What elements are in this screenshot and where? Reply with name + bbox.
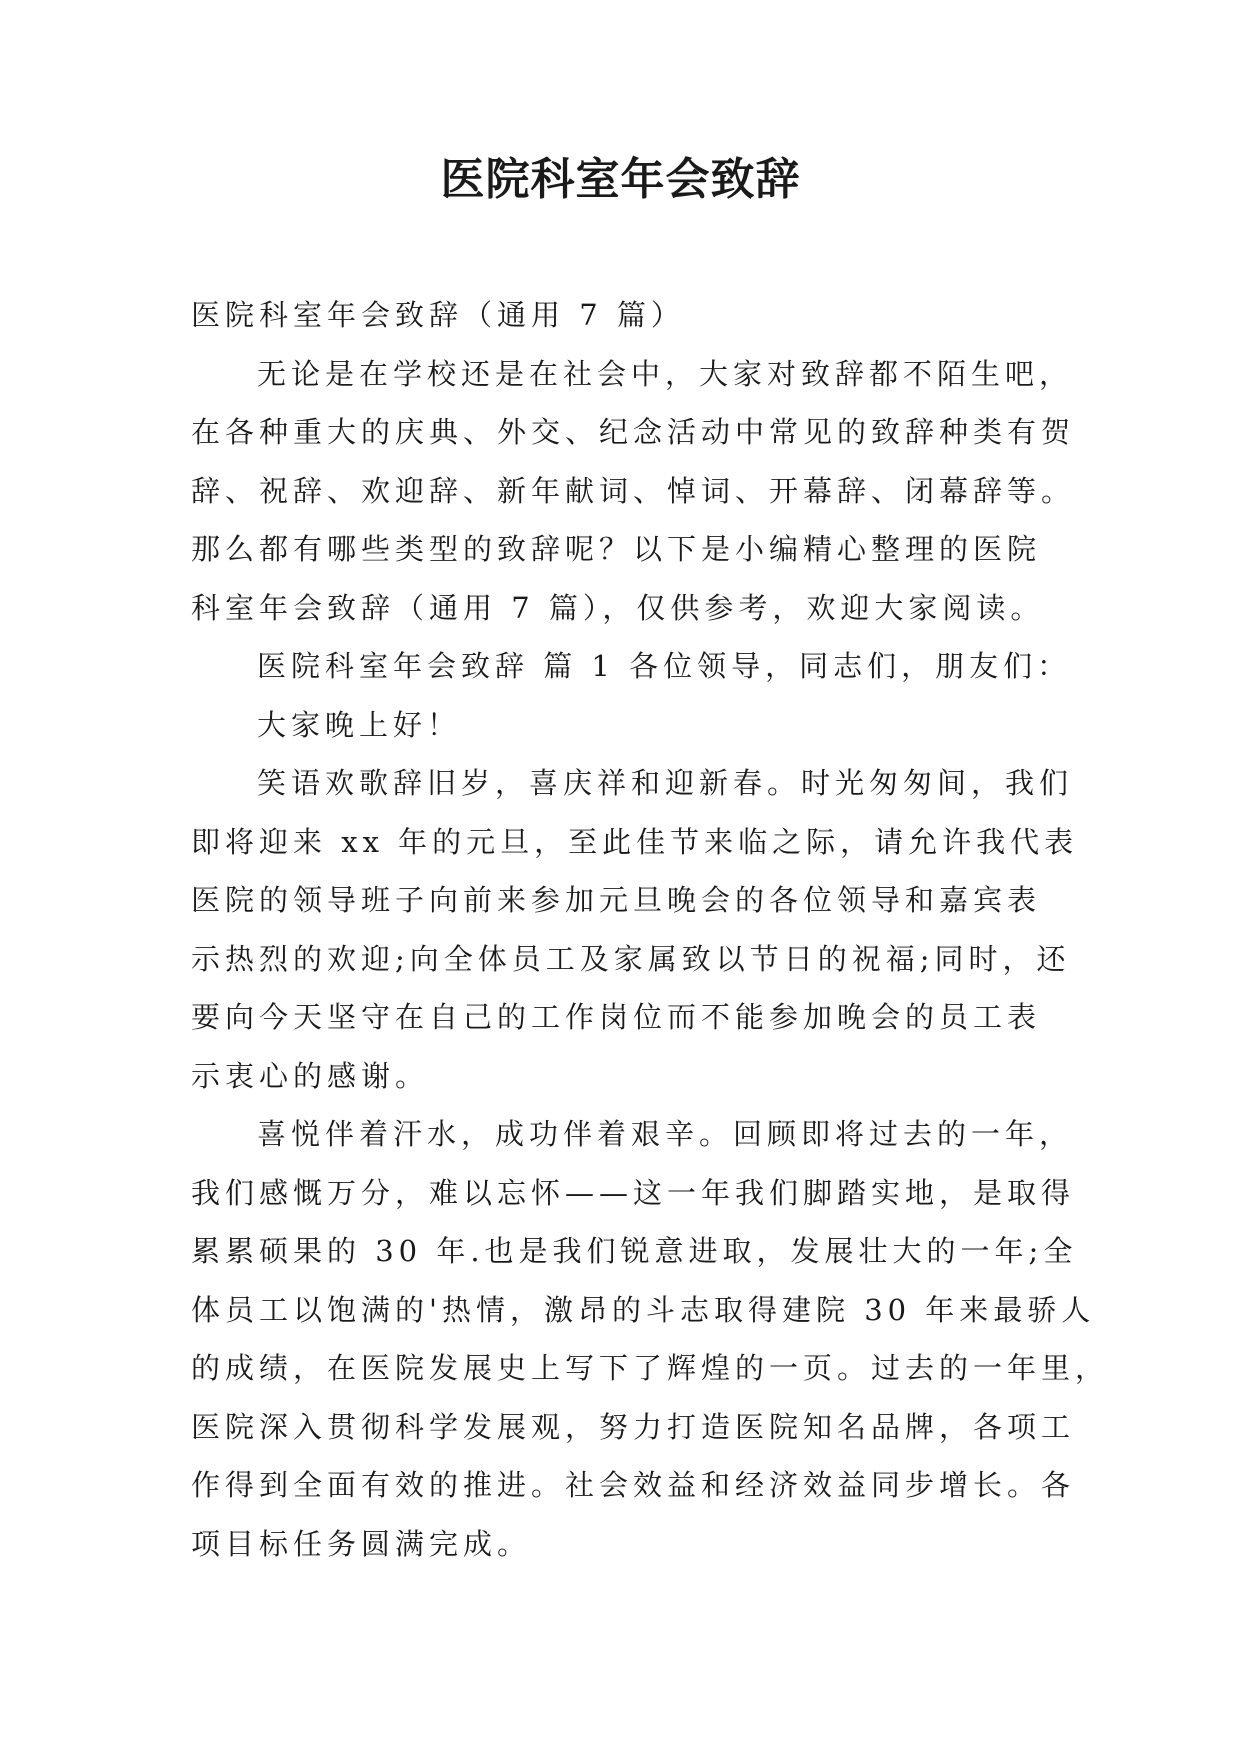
text-line: 即将迎来 xx 年的元旦，至此佳节来临之际，请允许我代表 (191, 824, 1079, 859)
text-line: 大家晚上好！ (257, 707, 462, 742)
document-title: 医院科室年会致辞 (440, 154, 801, 205)
text-line: 示热烈的欢迎;向全体员工及家属致以节日的祝福;同时，还 (191, 941, 1071, 976)
text-line: 笑语欢歌辞旧岁，喜庆祥和迎新春。时光匆匆间，我们 (257, 766, 1074, 800)
text-line: 我们感慨万分，难以忘怀——这一年我们脚踏实地，是取得 (191, 1175, 1076, 1210)
text-line: 体员工以饱满的'热情，激昂的斗志取得建院 30 年来最骄人 (191, 1292, 1096, 1327)
text-line: 医院科室年会致辞（通用 7 篇） (191, 298, 685, 332)
text-line: 的成绩，在医院发展史上写下了辉煌的一页。过去的一年里， (191, 1351, 1110, 1385)
text-line: 作得到全面有效的推进。社会效益和经济效益同步增长。各 (191, 1468, 1076, 1502)
text-line: 示衷心的感谢。 (191, 1058, 430, 1093)
text-line: 要向今天坚守在自己的工作岗位而不能参加晚会的员工表 (191, 1000, 1042, 1034)
text-line: 科室年会致辞（通用 7 篇），仅供参考，欢迎大家阅读。 (191, 590, 1045, 625)
text-line: 辞、祝辞、欢迎辞、新年献词、悼词、开幕辞、闭幕辞等。 (191, 473, 1076, 508)
text-line: 累累硕果的 30 年.也是我们锐意进取，发展壮大的一年;全 (191, 1234, 1078, 1268)
text-line: 那么都有哪些类型的致辞呢？以下是小编精心整理的医院 (191, 532, 1042, 566)
text-line: 喜悦伴着汗水，成功伴着艰辛。回顾即将过去的一年， (257, 1117, 1074, 1151)
text-line: 医院深入贯彻科学发展观，努力打造医院知名品牌，各项工 (191, 1409, 1076, 1444)
text-line: 项目标任务圆满完成。 (191, 1526, 532, 1561)
text-line: 无论是在学校还是在社会中，大家对致辞都不陌生吧， (257, 356, 1074, 391)
text-line: 在各种重大的庆典、外交、纪念活动中常见的致辞种类有贺 (191, 415, 1076, 449)
text-line: 医院的领导班子向前来参加元旦晚会的各位领导和嘉宾表 (191, 883, 1042, 917)
text-line: 医院科室年会致辞 篇 1 各位领导，同志们，朋友们： (257, 649, 1072, 683)
document-body (191, 286, 1110, 1573)
